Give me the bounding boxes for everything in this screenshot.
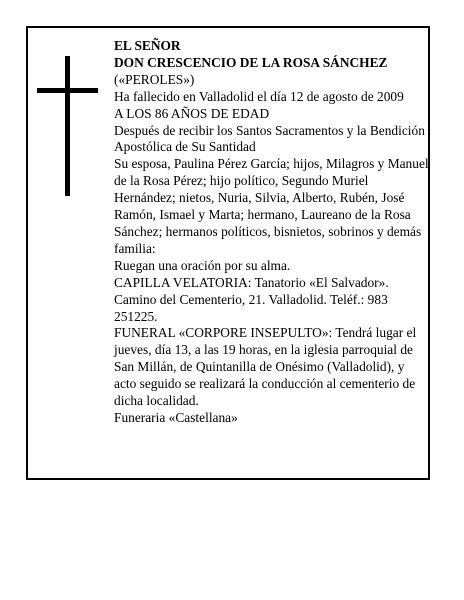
title-line: EL SEÑOR [114, 38, 181, 53]
death-notice: Ha fallecido en Valladolid el día 12 de agosto de 2009 [114, 88, 404, 104]
prayer-text: Ruegan una oración por su alma. [114, 257, 291, 273]
obituary-text [114, 38, 430, 427]
age-line: A LOS 86 AÑOS DE EDAD [114, 105, 270, 121]
deceased-nickname: («PEROLES») [114, 71, 195, 87]
sacraments-text: Después de recibir los Santos Sacramentos y la Bendición Apostólica de Su Santidad [114, 122, 425, 155]
family-text: Su esposa, Paulina Pérez García; hijos, Milagros y Manuel de la Rosa Pérez; hijo político, Segundo Muriel Hernández; nietos, Nuria, Silvia, Alberto, Rubén, José Ramón, Ismael y Marta; hermano, Laureano de la Rosa Sánchez; hermanos políticos, bisnietos, sobrinos y demás familia: [114, 156, 429, 256]
cross-icon-bar [37, 88, 98, 93]
deceased-name: DON CRESCENCIO DE LA ROSA SÁNCHEZ [114, 54, 388, 70]
cross-icon [65, 56, 70, 196]
funeral-text: FUNERAL «CORPORE INSEPULTO»: Tendrá lugar el jueves, día 13, a las 19 horas, en la iglesia parroquial de San Millán, de Quintanilla de Onésimo (Valladolid), y acto seguido se realizará la conducción al cementerio de dicha localidad. [114, 325, 417, 409]
funeral-home: Funeraria «Castellana» [114, 409, 238, 425]
chapel-text: CAPILLA VELATORIA: Tanatorio «El Salvador». Camino del Cementerio, 21. Valladolid. Teléf.: 983 251225. [114, 274, 389, 324]
